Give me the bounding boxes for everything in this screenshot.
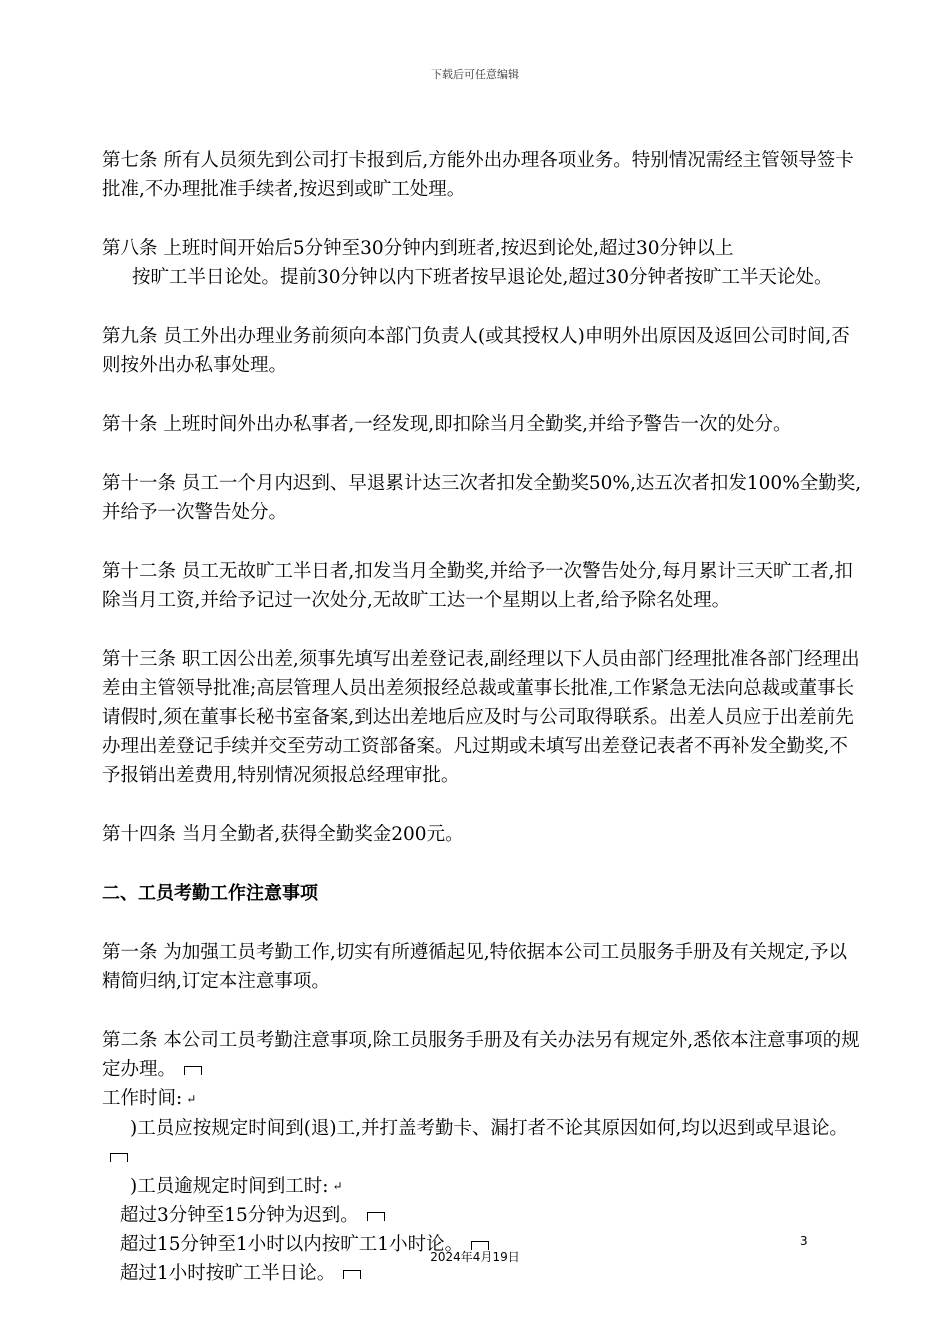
- article-13: 第十三条 职工因公出差,须事先填写出差登记表,副经理以下人员由部门经理批准各部门经理出差由主管领导批准;高层管理人员出差须报经总裁或董事长批准,工作紧急无法向总裁或董事长请假时,须在董事长秘书室备案,到达出差地后应及时与公司取得联系。出差人员应于出差前先办理出差登记手续并交至劳动工资部备案。凡过期或未填写出差登记表者不再补发全勤奖,不予报销出差费用,特别情况须报总经理审批。: [102, 649, 860, 786]
- paragraph-mark-icon: [110, 1153, 128, 1162]
- article-8-rest: 按旷工半日论处。提前30分钟以内下班者按早退论处,超过30分钟者按旷工半天论处。: [132, 267, 833, 288]
- item-1-text: )工员应按规定时间到(退)工,并打盖考勤卡、漏打者不论其原因如何,均以迟到或早退论。: [130, 1117, 848, 1139]
- work-time-line: [102, 1084, 862, 1114]
- article-9: 第九条 员工外出办理业务前须向本部门负责人(或其授权人)申明外出原因及返回公司时间,否则按外出办私事处理。: [102, 326, 850, 376]
- article-10: 第十条 上班时间外出办私事者,一经发现,即扣除当月全勤奖,并给予警告一次的处分。: [102, 414, 792, 435]
- section-heading: 二、工员考勤工作注意事项: [102, 883, 318, 904]
- sub-item-3-text: 超过1小时按旷工半日论。: [120, 1263, 336, 1284]
- document-body: [102, 146, 862, 1288]
- sub-item-1-text: 超过3分钟至15分钟为迟到。: [120, 1205, 359, 1226]
- article-8-line1: 第八条 上班时间开始后5分钟至30分钟内到班者,按迟到论处,超过30分钟以上: [102, 238, 734, 259]
- work-time-label: 工作时间:: [102, 1088, 183, 1109]
- section-article-1: 第一条 为加强工员考勤工作,切实有所遵循起见,特依据本公司工员服务手册及有关规定,予以精简归纳,订定本注意事项。: [102, 942, 848, 992]
- sub-item-1: [102, 1201, 862, 1230]
- page-header: 下载后可任意编辑: [431, 68, 519, 81]
- section-article-2-text: 第二条 本公司工员考勤注意事项,除工员服务手册及有关办法另有规定外,悉依本注意事项的规定办理。: [102, 1030, 860, 1080]
- article-7: 第七条 所有人员须先到公司打卡报到后,方能外出办理各项业务。特别情况需经主管领导签卡批准,不办理批准手续者,按迟到或旷工处理。: [102, 150, 854, 200]
- return-arrow-icon: ↵: [186, 1091, 197, 1106]
- article-14: 第十四条 当月全勤者,获得全勤奖金200元。: [102, 824, 464, 845]
- article-11: 第十一条 员工一个月内迟到、早退累计达三次者扣发全勤奖50%,达五次者扣发100%全勤奖,并给予一次警告处分。: [102, 473, 862, 523]
- return-arrow-icon: ↵: [332, 1179, 343, 1193]
- paragraph-mark-icon: [343, 1270, 361, 1279]
- paragraph-mark-icon: [367, 1212, 385, 1221]
- page-number: 3: [800, 1234, 808, 1248]
- item-2-text: )工员逾规定时间到工时:: [130, 1175, 329, 1197]
- item-1: [102, 1114, 862, 1172]
- item-2: [102, 1172, 862, 1202]
- paragraph-mark-icon: [184, 1066, 202, 1075]
- article-8: [102, 234, 862, 292]
- sub-item-2-text: 超过15分钟至1小时以内按旷工1小时论。: [120, 1234, 464, 1255]
- section-article-2: [102, 1026, 862, 1084]
- article-12: 第十二条 员工无故旷工半日者,扣发当月全勤奖,并给予一次警告处分,每月累计三天旷工者,扣除当月工资,并给予记过一次处分,无故旷工达一个星期以上者,给予除名处理。: [102, 561, 853, 611]
- footer-date: 2024年4月19日: [430, 1250, 520, 1264]
